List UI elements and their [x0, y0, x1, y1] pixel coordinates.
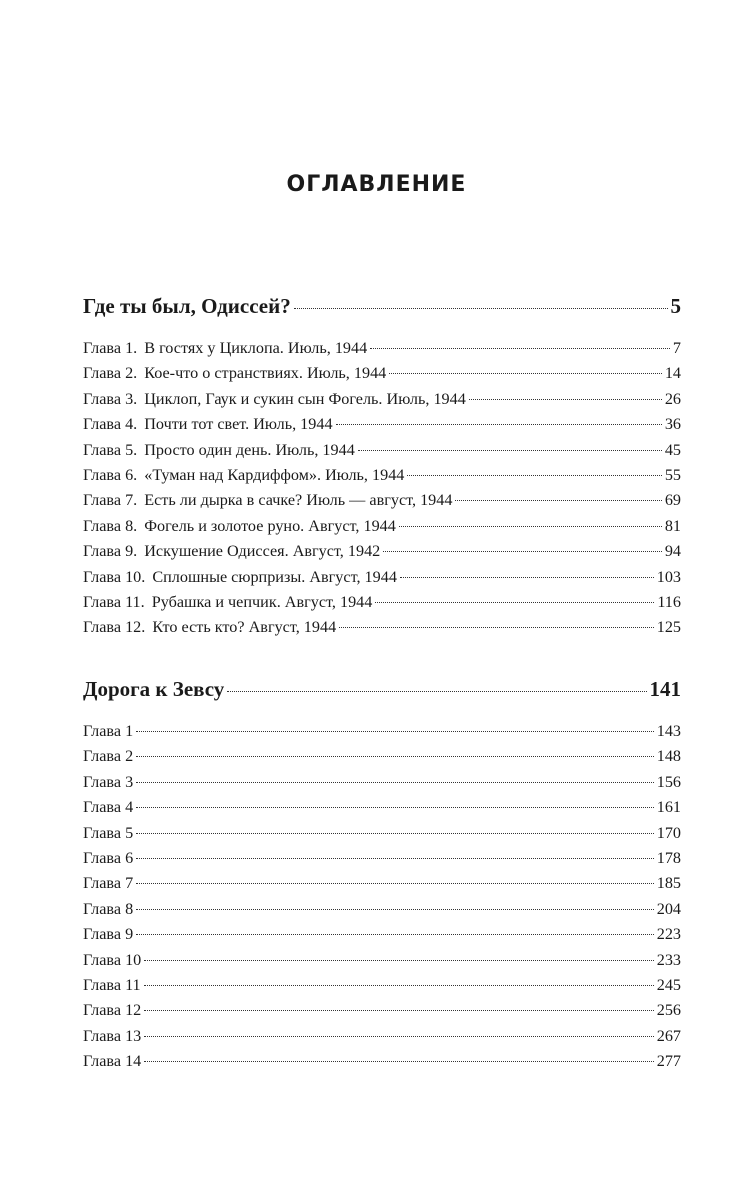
chapter-number: Глава 9 — [83, 925, 134, 944]
chapter-page-number: 178 — [656, 848, 681, 867]
chapter-title: «Туман над Кардиффом». Июль, 1944 — [144, 465, 405, 484]
chapter-number: Глава 6 — [83, 848, 134, 867]
leader-dots — [399, 526, 662, 527]
chapter-page-number: 245 — [656, 975, 681, 994]
chapter-page-number: 26 — [664, 389, 681, 408]
chapter-label — [83, 390, 466, 409]
chapter-page-number: 55 — [664, 465, 681, 484]
chapter-number: Глава 12 — [83, 1001, 142, 1020]
chapter-list — [83, 339, 681, 644]
chapter-label — [83, 1027, 141, 1046]
chapter-label — [83, 900, 133, 919]
toc-chapter-entry[interactable] — [83, 593, 681, 618]
chapter-label — [83, 568, 397, 587]
toc-chapter-entry[interactable] — [83, 441, 681, 466]
toc-chapter-entry[interactable] — [83, 390, 681, 415]
part-heading[interactable] — [83, 677, 681, 705]
chapter-page-number: 148 — [656, 747, 681, 766]
leader-dots — [455, 500, 661, 501]
toc-chapter-entry[interactable] — [83, 542, 681, 567]
chapter-page-number: 156 — [656, 772, 681, 791]
chapter-number: Глава 1 — [83, 722, 134, 740]
leader-dots — [136, 858, 654, 859]
chapter-number: Глава 10. — [83, 567, 146, 586]
toc-chapter-entry[interactable] — [83, 951, 681, 976]
chapter-page-number: 81 — [664, 516, 681, 535]
chapter-label — [83, 849, 133, 868]
chapter-page-number: 233 — [656, 950, 681, 969]
leader-dots — [136, 731, 654, 732]
chapter-number: Глава 3 — [83, 772, 134, 791]
chapter-label — [83, 798, 133, 817]
toc-chapter-entry[interactable] — [83, 1027, 681, 1052]
chapter-page-number: 125 — [656, 618, 681, 637]
toc-chapter-entry[interactable] — [83, 747, 681, 772]
chapter-page-number: 103 — [656, 567, 681, 586]
chapter-number: Глава 3. — [83, 389, 138, 408]
leader-dots — [400, 577, 654, 578]
chapter-label — [83, 722, 133, 741]
toc-chapter-entry[interactable] — [83, 874, 681, 899]
part-page-number: 141 — [649, 677, 681, 701]
leader-dots — [144, 1036, 653, 1037]
toc-chapter-entry[interactable] — [83, 976, 681, 1001]
leader-dots — [383, 551, 662, 552]
toc-part-1 — [83, 294, 681, 644]
toc-chapter-entry[interactable] — [83, 364, 681, 389]
leader-dots — [136, 833, 654, 834]
toc-chapter-entry[interactable] — [83, 1001, 681, 1026]
leader-dots — [294, 308, 668, 309]
chapter-page-number: 116 — [657, 592, 681, 611]
chapter-number: Глава 7 — [83, 874, 134, 893]
chapter-page-number: 204 — [656, 899, 681, 918]
chapter-label — [83, 874, 133, 893]
toc-chapter-entry[interactable] — [83, 1052, 681, 1077]
chapter-title: Кое-что о странствиях. Июль, 1944 — [144, 364, 387, 383]
toc-chapter-entry[interactable] — [83, 415, 681, 440]
chapter-page-number: 94 — [664, 542, 681, 561]
leader-dots — [339, 627, 654, 628]
toc-chapter-entry[interactable] — [83, 466, 681, 491]
chapter-number: Глава 2. — [83, 364, 138, 383]
chapter-label — [83, 824, 133, 843]
part-title: Дорога к Зевсу — [83, 677, 225, 701]
leader-dots — [136, 883, 654, 884]
chapter-number: Глава 9. — [83, 542, 138, 561]
chapter-title: Кто есть кто? Август, 1944 — [152, 618, 337, 637]
chapter-title: В гостях у Циклопа. Июль, 1944 — [144, 339, 368, 357]
chapter-number: Глава 10 — [83, 950, 142, 969]
chapter-label — [83, 542, 380, 561]
leader-dots — [144, 1061, 653, 1062]
chapter-page-number: 69 — [664, 491, 681, 510]
leader-dots — [136, 756, 654, 757]
chapter-number: Глава 14 — [83, 1052, 142, 1071]
chapter-number: Глава 4. — [83, 415, 138, 434]
part-page-number: 5 — [670, 294, 681, 318]
chapter-title: Фогель и золотое руно. Август, 1944 — [144, 516, 396, 535]
part-heading[interactable] — [83, 294, 681, 322]
chapter-number: Глава 11. — [83, 592, 145, 611]
chapter-number: Глава 13 — [83, 1026, 142, 1045]
chapter-title: Сплошные сюрпризы. Август, 1944 — [152, 567, 397, 586]
leader-dots — [227, 691, 646, 692]
chapter-page-number: 161 — [656, 798, 681, 817]
chapter-number: Глава 5 — [83, 823, 134, 842]
chapter-number: Глава 8. — [83, 516, 138, 535]
leader-dots — [144, 1010, 653, 1011]
chapter-page-number: 14 — [664, 364, 681, 383]
toc-chapter-entry[interactable] — [83, 798, 681, 823]
chapter-page-number: 7 — [672, 339, 681, 357]
chapter-label — [83, 593, 372, 612]
leader-dots — [136, 934, 654, 935]
toc-chapter-entry[interactable] — [83, 517, 681, 542]
chapter-label — [83, 466, 404, 485]
chapter-page-number: 36 — [664, 415, 681, 434]
chapter-page-number: 277 — [656, 1052, 681, 1071]
chapter-title: Искушение Одиссея. Август, 1942 — [144, 542, 381, 561]
chapter-number: Глава 5. — [83, 440, 138, 459]
chapter-number: Глава 8 — [83, 899, 134, 918]
chapter-label — [83, 517, 396, 536]
toc-chapter-entry[interactable] — [83, 339, 681, 364]
chapter-page-number: 256 — [656, 1001, 681, 1020]
chapter-title: Просто один день. Июль, 1944 — [144, 440, 355, 459]
chapter-number: Глава 2 — [83, 747, 134, 766]
toc-part-2 — [83, 677, 681, 1077]
chapter-number: Глава 11 — [83, 975, 141, 994]
chapter-label — [83, 491, 452, 510]
leader-dots — [469, 399, 662, 400]
chapter-label — [83, 339, 367, 358]
chapter-label — [83, 364, 386, 383]
toc-chapter-entry[interactable] — [83, 849, 681, 874]
chapter-label — [83, 415, 333, 434]
chapter-label — [83, 747, 133, 766]
leader-dots — [136, 782, 654, 783]
chapter-title: Есть ли дырка в сачке? Июль — август, 1944 — [144, 491, 453, 510]
leader-dots — [336, 424, 662, 425]
chapter-title: Рубашка и чепчик. Август, 1944 — [151, 592, 373, 611]
toc-chapter-entry[interactable] — [83, 491, 681, 516]
toc-title: ОГЛАВЛЕНИЕ — [286, 172, 467, 197]
chapter-number: Глава 7. — [83, 491, 138, 510]
chapter-list — [83, 722, 681, 1077]
chapter-number: Глава 4 — [83, 798, 134, 817]
toc-chapter-entry[interactable] — [83, 722, 681, 747]
leader-dots — [358, 450, 662, 451]
chapter-page-number: 45 — [664, 440, 681, 459]
chapter-page-number: 143 — [656, 722, 681, 740]
chapter-number: Глава 6. — [83, 465, 138, 484]
part-title: Где ты был, Одиссей? — [83, 294, 291, 318]
leader-dots — [136, 909, 654, 910]
leader-dots — [136, 807, 654, 808]
chapter-label — [83, 441, 355, 460]
chapter-number: Глава 1. — [83, 339, 138, 357]
leader-dots — [407, 475, 661, 476]
chapter-number: Глава 12. — [83, 618, 146, 637]
chapter-label — [83, 773, 133, 792]
chapter-label — [83, 951, 141, 970]
toc-chapter-entry[interactable] — [83, 824, 681, 849]
toc-chapter-entry[interactable] — [83, 925, 681, 950]
chapter-page-number: 170 — [656, 823, 681, 842]
leader-dots — [375, 602, 654, 603]
toc-chapter-entry[interactable] — [83, 618, 681, 643]
toc-chapter-entry[interactable] — [83, 773, 681, 798]
leader-dots — [389, 373, 662, 374]
chapter-title: Почти тот свет. Июль, 1944 — [144, 415, 333, 434]
chapter-label — [83, 1052, 141, 1071]
leader-dots — [370, 348, 670, 349]
leader-dots — [144, 985, 654, 986]
chapter-label — [83, 1001, 141, 1020]
chapter-page-number: 267 — [656, 1026, 681, 1045]
toc-chapter-entry[interactable] — [83, 900, 681, 925]
chapter-label — [83, 925, 133, 944]
chapter-label — [83, 976, 141, 995]
toc-chapter-entry[interactable] — [83, 568, 681, 593]
chapter-label — [83, 618, 336, 637]
chapter-page-number: 223 — [656, 925, 681, 944]
chapter-page-number: 185 — [656, 874, 681, 893]
chapter-title: Циклоп, Гаук и сукин сын Фогель. Июль, 1944 — [144, 389, 466, 408]
leader-dots — [144, 960, 653, 961]
